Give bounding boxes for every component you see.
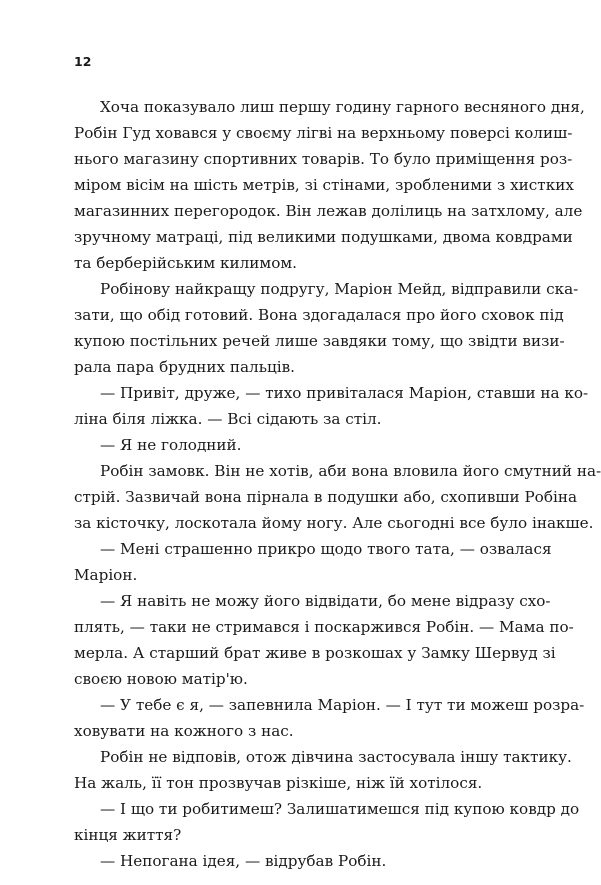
text-line: Робінову найкращу подругу, Маріон Мейд, відправили ска- — [100, 280, 579, 298]
text-line: ліна біля ліжка. — Всі сідають за стіл. — [74, 410, 382, 428]
text-line: — Привіт, друже, — тихо привіталася Маріон, ставши на ко- — [100, 384, 589, 402]
body-text — [74, 94, 601, 874]
text-line: магазинних перегородок. Він лежав долілиць на затхлому, але — [74, 202, 583, 220]
text-line: нього магазину спортивних товарів. То було приміщення роз- — [74, 150, 573, 168]
text-line: мерла. А старший брат живе в розкошах у Замку Шервуд зі — [74, 644, 556, 662]
text-line: кінця життя? — [74, 826, 182, 844]
text-line: стрій. Зазвичай вона пірнала в подушки або, схопивши Робіна — [74, 488, 578, 506]
text-line: купою постільних речей лише завдяки тому, що звідти визи- — [74, 332, 565, 350]
text-line: Робін замовк. Він не хотів, аби вона вловила його смутний на- — [100, 462, 601, 480]
text-line: — Я не голодний. — [100, 436, 242, 454]
page-number: 12 — [74, 54, 92, 69]
text-line: ховувати на кожного з нас. — [74, 722, 294, 740]
text-line: На жаль, її тон прозвучав різкіше, ніж їй хотілося. — [74, 774, 483, 792]
text-line: та берберійським килимом. — [74, 254, 297, 272]
text-line: зручному матраці, під великими подушками, двома ковдрами — [74, 228, 573, 246]
text-line: — Я навіть не можу його відвідати, бо мене відразу схо- — [100, 592, 551, 610]
text-line: міром вісім на шість метрів, зі стінами, зробленими з хистких — [74, 176, 574, 194]
text-line: — Мені страшенно прикро щодо твого тата, — озвалася — [100, 540, 552, 558]
text-line: — Непогана ідея, — відрубав Робін. — [100, 852, 387, 870]
text-line: — І що ти робитимеш? Залишатимешся під купою ковдр до — [100, 800, 580, 818]
text-line: Робін Гуд ховався у своєму лігві на верхньому поверсі колиш- — [74, 124, 573, 142]
text-line: рала пара брудних пальців. — [74, 358, 295, 376]
text-line: за кісточку, лоскотала йому ногу. Але сьогодні все було інакше. — [74, 514, 594, 532]
text-line: Робін не відповів, отож дівчина застосувала іншу тактику. — [100, 748, 572, 766]
text-line: Хоча показувало лиш першу годину гарного весняного дня, — [100, 98, 585, 116]
text-line: — У тебе є я, — запевнила Маріон. — І тут ти можеш розра- — [100, 696, 585, 714]
text-line: своєю новою матір'ю. — [74, 670, 248, 688]
text-line: Маріон. — [74, 566, 138, 584]
text-line: зати, що обід готовий. Вона здогадалася про його сховок під — [74, 306, 564, 324]
text-line: плять, — таки не стримався і поскаржився Робін. — Мама по- — [74, 618, 574, 636]
